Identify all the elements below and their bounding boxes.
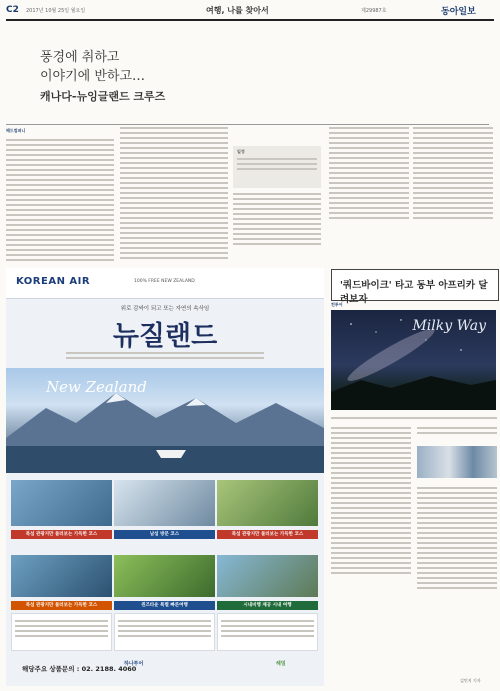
masthead: 동아일보 (441, 7, 476, 17)
travel-advertisement[interactable] (6, 268, 324, 686)
photo-caption (331, 414, 497, 422)
article-column-4 (329, 124, 409, 222)
tile-caption[interactable]: 북섬 관광지만 둘러보는 가득한 코스 (11, 530, 112, 539)
photo-tile (11, 480, 112, 526)
ad-top-bar (6, 268, 324, 299)
contact-phone[interactable]: 해당주요 상품문의 : 02. 2188. 4060 (22, 665, 137, 673)
photo-tile (114, 555, 215, 597)
milky-way-photo (331, 310, 496, 410)
right-column-2b (417, 484, 497, 592)
ad-title: 뉴질랜드 (112, 321, 218, 352)
edition-number: 제29987호 (361, 8, 387, 14)
milky-way-text: Milky Way (412, 318, 486, 334)
issue-date: 2017년 10월 25일 월요일 (26, 8, 86, 14)
info-card (217, 613, 318, 651)
photo-tile (217, 480, 318, 526)
right-headline: '쿼드바이크' 타고 동부 아프리카 달려보자 (340, 280, 488, 305)
photo-tile (217, 555, 318, 597)
info-card (114, 613, 215, 651)
itinerary-lines (237, 158, 317, 170)
photo-tile (114, 480, 215, 526)
article-column-3 (233, 190, 321, 248)
ad-description (66, 349, 264, 362)
section-title: 여행, 나를 찾아서 (206, 6, 269, 15)
tile-caption[interactable]: 남섬 방문 코스 (114, 530, 215, 539)
article-column-1 (6, 136, 114, 264)
ad-subhead: 위로 감싸이 되고 또는 자연의 속삭임 (120, 306, 210, 312)
tile-caption[interactable]: 북섬 관광지만 둘러보는 가득한 코스 (217, 530, 318, 539)
sidebar-kicker: 일정 (237, 149, 245, 154)
tile-caption[interactable]: 퀸즈타운 특별 빠른여행 (114, 601, 215, 610)
scenic-photo (6, 368, 324, 473)
headline-line1: 풍경에 취하고 (40, 50, 120, 65)
article-column-2 (120, 124, 228, 262)
main-kicker: 해드컴퍼니 (6, 128, 26, 133)
right-kicker: 컨투어 (331, 302, 343, 307)
page-number: C2 (6, 5, 19, 15)
subheadline: 캐나다-뉴잉글랜드 크루즈 (40, 90, 166, 103)
info-card (11, 613, 112, 651)
headline (40, 48, 145, 86)
right-column-1 (331, 424, 411, 577)
photo-tile (11, 555, 112, 597)
article-column-5 (413, 124, 493, 222)
partner-logo: 해밀 (276, 661, 286, 667)
scenic-label: New Zealand (46, 378, 147, 396)
page-header (6, 3, 494, 21)
tile-caption[interactable]: 시내비행 제공 시내 여행 (217, 601, 318, 610)
partner-logo: 하나투어 (124, 661, 144, 667)
right-byline: 김민지 기자 (460, 678, 481, 683)
airline-logo: KOREAN AIR (16, 276, 91, 287)
itinerary-box (233, 146, 321, 188)
headline-line2: 이야기에 반하고… (40, 69, 146, 84)
right-column-2 (417, 424, 497, 437)
inline-photo (417, 446, 497, 478)
tile-caption[interactable]: 북섬 관광지만 둘러보는 가득한 코스 (11, 601, 112, 610)
ad-tagline: 100% FREE NEW ZEALAND (134, 279, 195, 284)
